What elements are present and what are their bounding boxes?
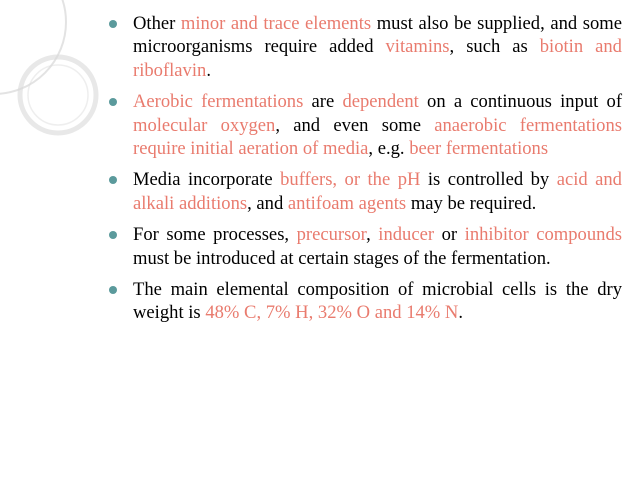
bullet-marker-icon [109, 176, 117, 184]
highlighted-term: biotin and riboflavin [133, 36, 622, 81]
body-text: , and [247, 192, 288, 214]
bullet-item [102, 278, 622, 325]
body-text: , e.g. [368, 138, 410, 160]
body-text: , and even some [275, 114, 435, 136]
body-text: , [366, 224, 379, 246]
bullet-marker-icon [109, 286, 117, 294]
body-text: on a continuous input of [418, 91, 623, 113]
highlighted-term: minor and trace elements [180, 13, 372, 34]
body-text: For some processes, [133, 224, 297, 246]
bullet-marker-icon [109, 20, 117, 28]
body-text: . [458, 302, 464, 324]
highlighted-term: acid and alkali additions [133, 169, 622, 214]
bullet-marker-icon [109, 231, 117, 239]
highlighted-term: Aerobic fermentations [133, 91, 304, 113]
highlighted-term: dependent [342, 91, 419, 113]
body-text: are [303, 91, 343, 113]
highlighted-term: molecular oxygen [133, 114, 276, 136]
highlighted-term: vitamins [385, 36, 450, 58]
body-text: , such as [449, 36, 540, 58]
body-text: or [434, 224, 465, 246]
highlighted-term: beer fermentations [409, 138, 549, 160]
highlighted-term: inducer [378, 224, 435, 246]
highlighted-term: anaerobic fermentations require initial aeration of media [133, 114, 623, 160]
body-text: may be required. [406, 192, 537, 214]
bullet-marker-icon [109, 98, 117, 106]
highlighted-term: antifoam agents [287, 192, 407, 214]
bullet-item [102, 223, 622, 270]
body-text: must be introduced at certain stages of the fermentation. [133, 247, 551, 269]
body-text: Media incorporate [133, 169, 281, 191]
highlighted-term: precursor [296, 224, 367, 246]
body-text: Other [133, 13, 181, 34]
bullet-item [102, 12, 622, 82]
highlighted-term: 48% C, 7% H, 32% O and 14% N [205, 302, 459, 324]
highlighted-term: inhibitor compounds [464, 224, 622, 246]
bullet-item [102, 168, 622, 215]
body-text: must also be supplied, and some microorganisms require added [133, 13, 622, 58]
bullet-item [102, 90, 622, 160]
body-text: The main elemental composition of microbial cells is the dry weight is [133, 279, 622, 324]
highlighted-term: buffers, or the pH [280, 169, 421, 191]
body-text: . [206, 59, 211, 81]
body-text: is controlled by [420, 169, 557, 191]
bullet-list [102, 12, 622, 333]
